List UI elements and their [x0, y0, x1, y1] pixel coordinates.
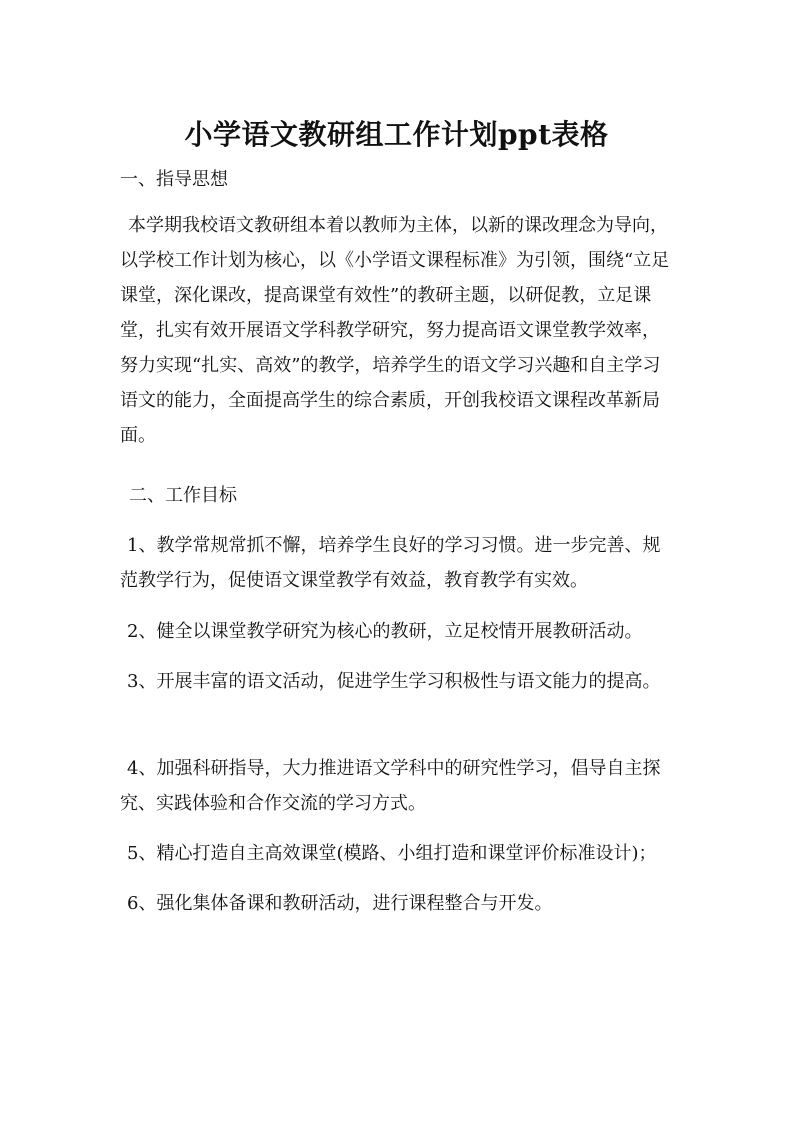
work-goal-text: 6、强化集体备课和教研活动，进行课程整合与开发。 — [127, 893, 553, 914]
work-goal-text: 1、教学常规常抓不懈，培养学生良好的学习习惯。进一步完善、规范教学行为，促使语文课堂教学有效益，教育教学有实效。 — [120, 535, 661, 591]
work-goal-item-1 — [120, 528, 676, 598]
work-goal-item-6 — [120, 886, 676, 921]
work-goal-item-3 — [120, 664, 676, 699]
section-heading-work-goals: 二、工作目标 — [129, 485, 237, 506]
work-goal-item-4 — [120, 751, 676, 821]
work-goal-text: 3、开展丰富的语文活动，促进学生学习积极性与语文能力的提高。 — [127, 671, 661, 692]
work-goal-item-2 — [120, 614, 676, 649]
work-goal-item-5 — [120, 836, 676, 871]
work-goal-text: 2、健全以课堂教学研究为核心的教研，立足校情开展教研活动。 — [127, 621, 643, 642]
document-title: 小学语文教研组工作计划ppt表格 — [184, 117, 609, 151]
section-heading-guiding-ideology: 一、指导思想 — [120, 169, 228, 190]
work-goal-text: 5、精心打造自主高效课堂(模路、小组打造和课堂评价标准设计)； — [127, 843, 657, 864]
guiding-ideology-paragraph: 本学期我校语文教研组本着以教师为主体，以新的课改理念为导向，以学校工作计划为核心，以《小学语文课程标准》为引领，围绕“立足课堂，深化课改，提高课堂有效性”的教研主题，以研促教，立足课堂，扎实有效开展语文学科教学研究，努力提高语文课堂教学效率，努力实现“扎实、高效”的教学，培养学生的语文学习兴趣和自主学习语文的能力，全面提高学生的综合素质，开创我校语文课程改革新局面。 — [120, 215, 670, 446]
work-goal-text: 4、加强科研指导，大力推进语文学科中的研究性学习，倡导自主探究、实践体验和合作交流的学习方式。 — [120, 758, 661, 814]
